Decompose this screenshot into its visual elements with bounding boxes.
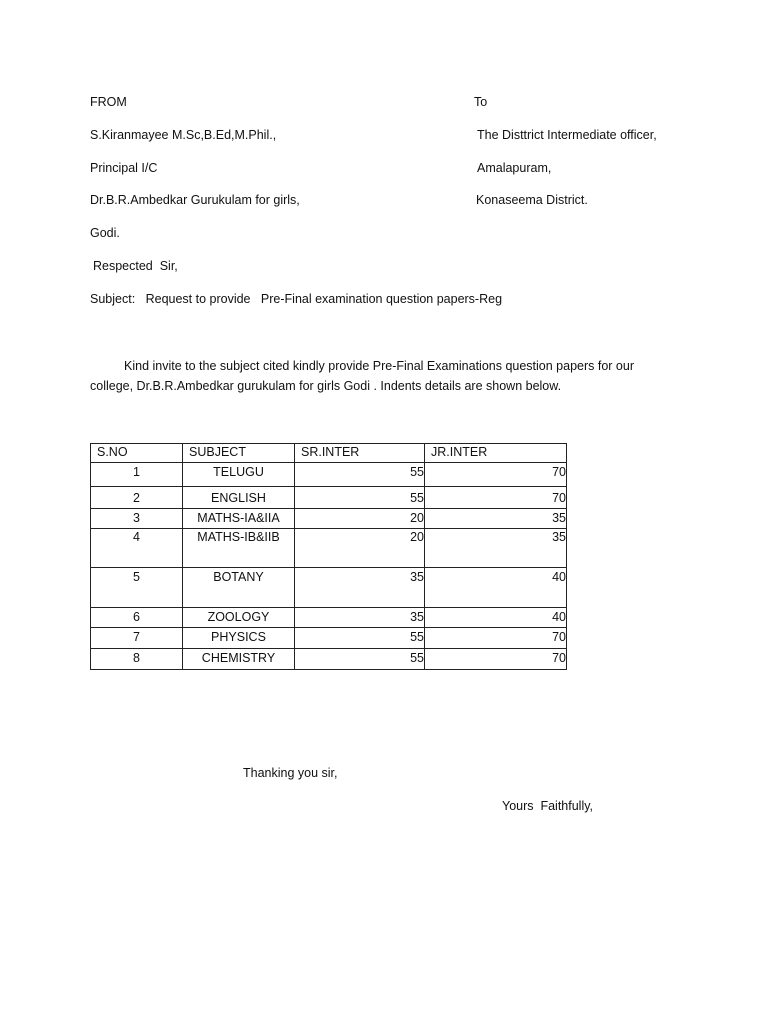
closing-signoff: Yours Faithfully, (502, 799, 594, 813)
body-text: Kind invite to the subject cited kindly provide Pre-Final Examinations question papers for our college, Dr.B.R.Ambedkar gurukulam for girls Godi . Indents details are shown below. (90, 359, 634, 393)
subject-line: Subject: Request to provide Pre-Final examination question papers-Reg (90, 292, 503, 306)
cell-sr-inter: 55 (295, 463, 425, 487)
header-subject: SUBJECT (183, 444, 295, 463)
salutation: Respected Sir, (93, 259, 178, 273)
table-header-row (91, 444, 567, 463)
cell-sr-inter: 55 (295, 487, 425, 509)
cell-jr-inter: 40 (425, 568, 567, 608)
cell-sr-inter: 55 (295, 649, 425, 670)
cell-subject: ZOOLOGY (183, 608, 295, 628)
indent-table (90, 443, 567, 670)
sender-designation: Principal I/C (90, 161, 158, 175)
cell-subject: BOTANY (183, 568, 295, 608)
recipient-district: Konaseema District. (476, 193, 588, 207)
closing-thanks: Thanking you sir, (243, 766, 338, 780)
header-jr-inter: JR.INTER (425, 444, 567, 463)
sender-name: S.Kiranmayee M.Sc,B.Ed,M.Phil., (90, 128, 277, 142)
cell-sno: 5 (91, 568, 183, 608)
cell-sno: 2 (91, 487, 183, 509)
cell-subject: CHEMISTRY (183, 649, 295, 670)
table-row (91, 487, 567, 509)
table-row (91, 649, 567, 670)
table-row (91, 463, 567, 487)
cell-sr-inter: 20 (295, 529, 425, 568)
header-sno: S.NO (91, 444, 183, 463)
recipient-office: The Disttrict Intermediate officer, (477, 128, 657, 142)
cell-jr-inter: 35 (425, 529, 567, 568)
cell-jr-inter: 70 (425, 628, 567, 649)
cell-subject: MATHS-IA&IIA (183, 509, 295, 529)
cell-jr-inter: 40 (425, 608, 567, 628)
cell-sr-inter: 35 (295, 568, 425, 608)
body-paragraph (90, 356, 670, 396)
cell-sno: 7 (91, 628, 183, 649)
sender-institution: Dr.B.R.Ambedkar Gurukulam for girls, (90, 193, 300, 207)
cell-sr-inter: 35 (295, 608, 425, 628)
cell-sno: 6 (91, 608, 183, 628)
table-row (91, 628, 567, 649)
recipient-city: Amalapuram, (477, 161, 552, 175)
cell-jr-inter: 70 (425, 649, 567, 670)
cell-sno: 8 (91, 649, 183, 670)
cell-subject: MATHS-IB&IIB (183, 529, 295, 568)
cell-jr-inter: 70 (425, 487, 567, 509)
header-sr-inter: SR.INTER (295, 444, 425, 463)
cell-subject: TELUGU (183, 463, 295, 487)
cell-jr-inter: 70 (425, 463, 567, 487)
cell-sr-inter: 20 (295, 509, 425, 529)
sender-place: Godi. (90, 226, 120, 240)
table-row (91, 608, 567, 628)
cell-subject: PHYSICS (183, 628, 295, 649)
from-label: FROM (90, 95, 127, 109)
cell-sno: 1 (91, 463, 183, 487)
cell-subject: ENGLISH (183, 487, 295, 509)
cell-sr-inter: 55 (295, 628, 425, 649)
cell-sno: 3 (91, 509, 183, 529)
table-row (91, 568, 567, 608)
table-row (91, 529, 567, 568)
cell-jr-inter: 35 (425, 509, 567, 529)
table-row (91, 509, 567, 529)
to-label: To (474, 95, 488, 109)
cell-sno: 4 (91, 529, 183, 568)
